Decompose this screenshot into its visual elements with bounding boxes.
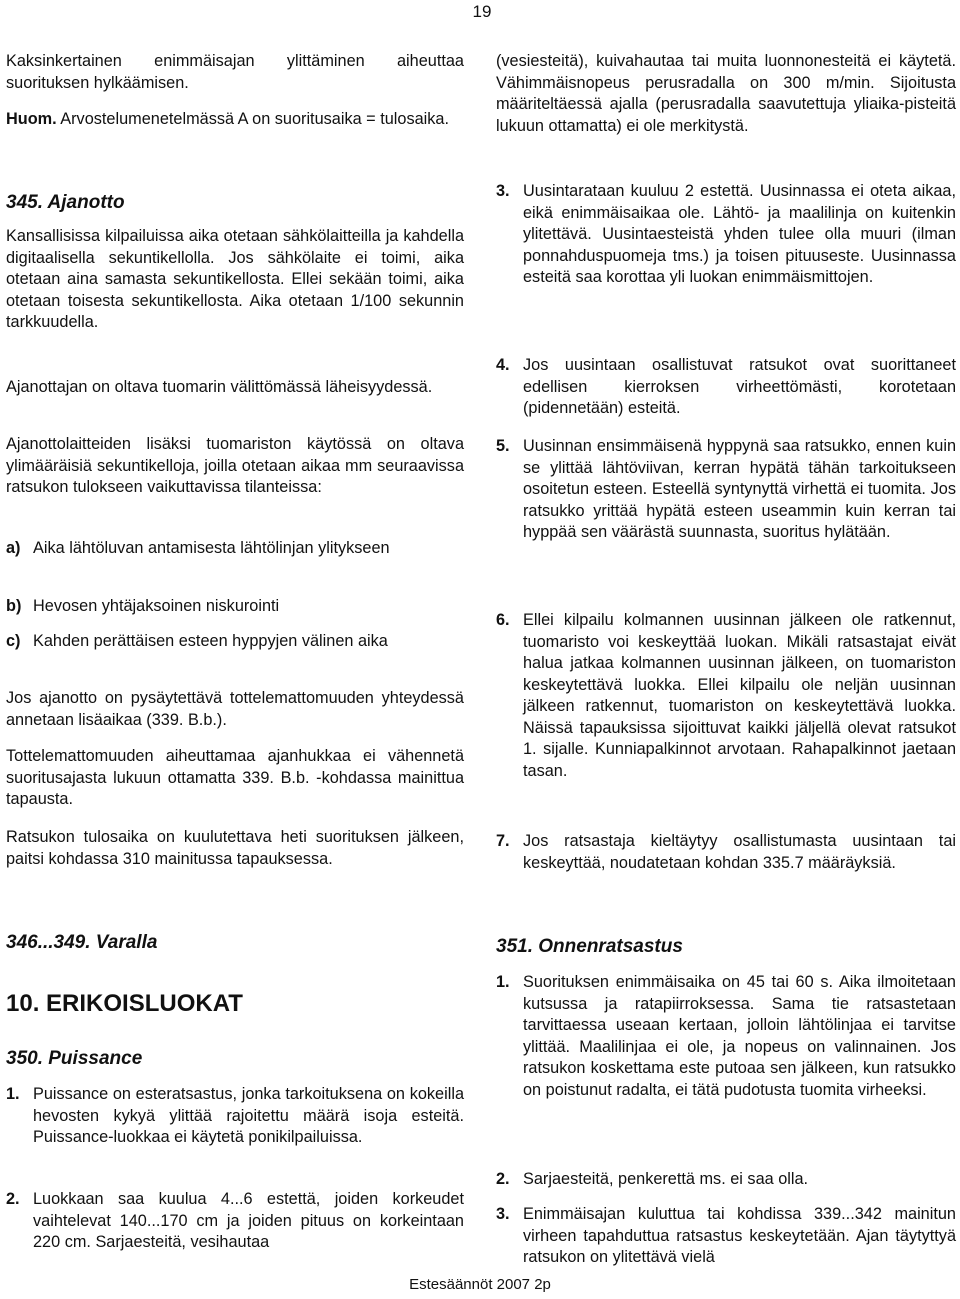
list-item-351-2 [496, 1169, 956, 1191]
paragraph-ajanottolaitteiden: Ajanottolaitteiden lisäksi tuomariston käytössä on oltava ylimääräisiä sekuntikelloja, joilla otetaan aikaa mm seuraavissa ratsukon tulokseen vaikuttavissa tilanteissa: [6, 435, 464, 496]
paragraph-ajanottajan: Ajanottajan on oltava tuomarin välittömässä läheisyydessä. [6, 378, 433, 396]
heading-351: 351. Onnenratsastus [496, 936, 683, 957]
list-text: Enimmäisajan kuluttua tai kohdissa 339...342 mainitun virheen tapahduttua ratsastus keskeytetään. Ajan täytyttyä ratsukon on ylitettävä vielä [523, 1205, 956, 1266]
list-marker: 3. [496, 1205, 510, 1223]
list-marker: b) [6, 597, 22, 615]
list-text: Kahden perättäisen esteen hyppyjen välinen aika [33, 632, 388, 650]
paragraph-ratsukon: Ratsukon tulosaika on kuulutettava heti suorituksen jälkeen, paitsi kohdassa 310 mainitussa tapauksessa. [6, 828, 464, 868]
paragraph-jos: Jos ajanotto on pysäytettävä tottelemattomuuden yhteydessä annetaan lisäaikaa (339. B.b.). [6, 689, 464, 729]
list-text: Jos uusintaan osallistuvat ratsukot ovat suorittaneet edellisen kierroksen virheettömästi, korotetaan (pidennetään) esteitä. [523, 356, 956, 417]
list-marker: 4. [496, 356, 510, 374]
list-item-c [6, 631, 464, 653]
list-marker: 7. [496, 832, 510, 850]
list-marker: 6. [496, 611, 510, 629]
list-text: Ellei kilpailu kolmannen uusinnan jälkeen ole ratkennut, tuomaristo voi keskeyttää luokan. Mikäli ratsastajat eivät halua jatkaa kolmannen uusinnan jälkeen, on tuomariston keskeytettävä luokka. Ellei kilpailu ole neljän uusinnan jälkeen ratkennut, tuomariston on keskeytettävä luokka. Näissä tapauksissa sijoittuvat kaikki jäljellä olevat ratsukot 1. sijalle. Kunniapalkinnot arvotaan. Rahapalkinnot jaetaan tasan. [523, 611, 956, 780]
list-text: Puissance on esteratsastus, jonka tarkoituksena on kokeilla hevosten kykyä ylittää rajoitettu määrä isoja esteitä. Puissance-luokkaa ei käytetä ponikilpailuissa. [33, 1085, 464, 1146]
list-item-350-4 [496, 355, 956, 420]
list-item-a [6, 538, 464, 560]
list-text: Hevosen yhtäjaksoinen niskurointi [33, 597, 280, 615]
list-marker: 2. [496, 1170, 510, 1188]
paragraph-tottelemattomuuden: Tottelemattomuuden aiheuttamaa ajanhukkaa ei vähennetä suoritusajasta lukuun ottamatta 339. B.b. -kohdassa mainittua tapausta. [6, 747, 464, 808]
list-item-350-7 [496, 831, 956, 874]
list-text: Suorituksen enimmäisaika on 45 tai 60 s. Aika ilmoitetaan kutsussa ja ratapiirroksessa. Sama tie ratsastetaan tarvittaessa useaan kertaan, jolloin lähtölinjaa ei tarvitse ylittää. Maalilinjaa ei ole, ja nopeus on valinnainen. Jos ratsukon koskettama este putoaa sen jälkeen, kun ratsukko on poistunut radalta, ei tätä pudotusta tuomita virheeksi. [523, 973, 956, 1099]
list-marker: 2. [6, 1190, 20, 1208]
list-item-350-6 [496, 610, 956, 782]
list-item-b [6, 596, 464, 618]
heading-erikoisluokat: 10. ERIKOISLUOKAT [6, 990, 243, 1017]
paragraph-continuation: (vesiesteitä), kuivahautaa tai muita luonnonesteitä ei käytetä. Vähimmäisnopeus perusradalla on 300 m/min. Sijoitusta määriteltäessä ajalla (perusradalla saavutettuja yliaika-pisteitä lukuun ottamatta) ei ole merkitystä. [496, 52, 956, 135]
huom-text: Arvostelumenetelmässä A on suoritusaika = tulosaika. [56, 110, 449, 128]
list-item-351-1 [496, 972, 956, 1101]
list-marker: 3. [496, 182, 510, 200]
page-footer: Estesäännöt 2007 2p [409, 1276, 551, 1293]
list-item-350-3 [496, 181, 956, 289]
heading-346: 346...349. Varalla [6, 932, 158, 953]
page-number: 19 [472, 2, 492, 21]
list-text: Uusinnan ensimmäisenä hyppynä saa ratsukko, ennen kuin se ylittää lähtöviivan, kerran hypätä tähän tarkoitukseen osoitetun esteen. Esteellä syntynyttä virhettä ei tuomita. Jos ratsukko yrittää hypätä esteen useammin kuin kerran tai hyppää sen väärästä suunnasta, suoritus hylätään. [523, 437, 956, 541]
list-text: Luokkaan saa kuulua 4...6 estettä, joiden korkeudet vaihtelevat 140...170 cm ja joiden pituus on korkeintaan 220 cm. Sarjaesteitä, vesihautaa [33, 1190, 464, 1251]
list-text: Jos ratsastaja kieltäytyy osallistumasta uusintaan tai keskeyttää, noudatetaan kohdan 335.7 määräyksiä. [523, 832, 956, 872]
list-item-350-1 [6, 1084, 464, 1149]
list-item-351-3 [496, 1204, 956, 1269]
paragraph-kansallisissa: Kansallisissa kilpailuissa aika otetaan sähkölaitteilla ja kahdella digitaalisella sekuntikellolla. Jos sähkölaite ei toimi, aika otetaan aina samasta sekuntikellosta. Ellei sekään toimi, aika otetaan toisesta sekuntikellosta. Aika otetaan 1/100 sekunnin tarkkuudella. [6, 227, 464, 331]
list-marker: c) [6, 632, 21, 650]
list-text: Aika lähtöluvan antamisesta lähtölinjan ylitykseen [33, 539, 390, 557]
list-text: Sarjaesteitä, penkerettä ms. ei saa olla. [523, 1170, 809, 1188]
heading-345: 345. Ajanotto [6, 192, 125, 213]
list-item-350-2 [6, 1189, 464, 1254]
list-text: Uusintarataan kuuluu 2 estettä. Uusinnassa ei oteta aikaa, eikä enimmäisaikaa ole. Lähtö- ja maalilinja on kuitenkin ylitettävä. Uusintaesteistä yhden tulee olla muuri (ilman ponnahduspuomeja tms.) ja toisen pituuseste. Uusinnassa esteitä saa korottaa yli luokan enimmäismittojen. [523, 182, 956, 286]
list-marker: 1. [496, 973, 510, 991]
huom-label: Huom. [6, 110, 57, 128]
list-marker: 1. [6, 1085, 20, 1103]
list-marker: a) [6, 539, 21, 557]
paragraph-huom [6, 109, 464, 131]
paragraph-intro: Kaksinkertainen enimmäisajan ylittäminen aiheuttaa suorituksen hylkäämisen. [6, 52, 464, 92]
list-item-350-5 [496, 436, 956, 544]
list-marker: 5. [496, 437, 510, 455]
heading-350: 350. Puissance [6, 1048, 143, 1069]
